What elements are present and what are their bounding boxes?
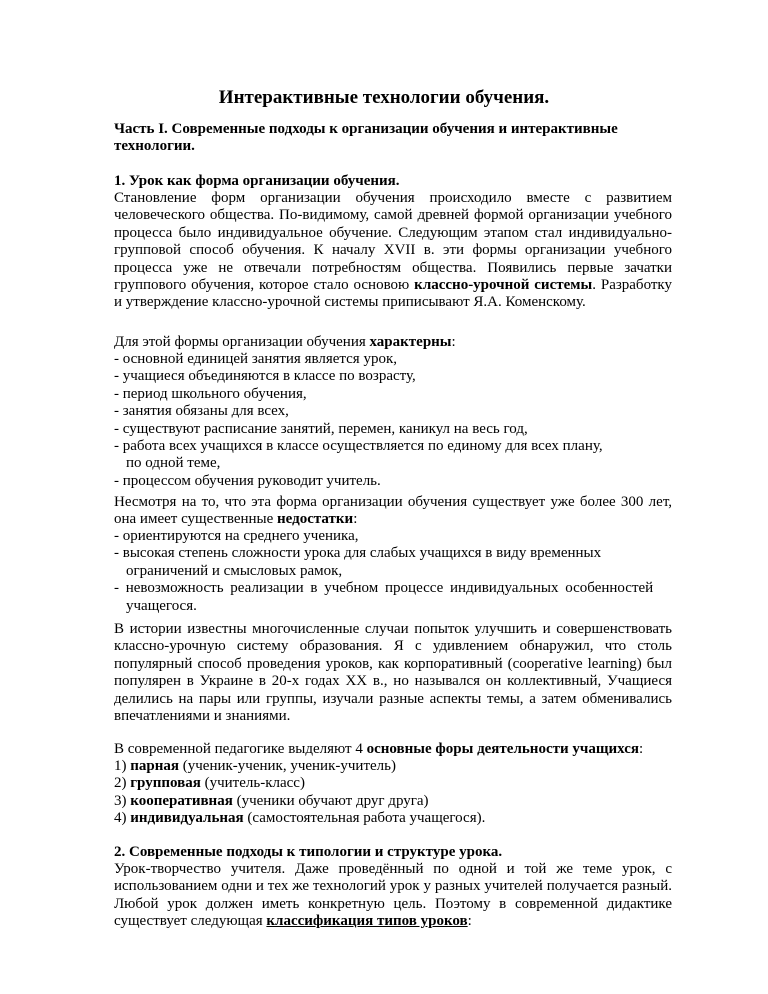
list-number: 2) bbox=[114, 775, 131, 792]
list-item bbox=[114, 775, 672, 792]
features-intro bbox=[114, 334, 672, 351]
list-item: - высокая степень сложности урока для слабых учащихся в виду временных bbox=[114, 545, 602, 562]
list-term: групповая bbox=[130, 775, 201, 792]
paragraph-text: : bbox=[353, 511, 358, 528]
list-text: (самостоятельная работа учащегося). bbox=[243, 810, 486, 827]
list-term: парная bbox=[130, 758, 179, 774]
list-item bbox=[114, 758, 672, 775]
term-lesson-types: классификация типов уроков bbox=[266, 913, 468, 930]
paragraph-text: В современной педагогике выделяют 4 bbox=[114, 741, 367, 757]
list-text: (ученик-ученик, ученик-учитель) bbox=[179, 758, 396, 774]
list-item: - учащиеся объединяются в классе по возрасту, bbox=[114, 368, 416, 385]
drawbacks-intro bbox=[114, 494, 672, 529]
list-term: индивидуальная bbox=[130, 810, 244, 827]
list-term: кооперативная bbox=[130, 792, 233, 809]
list-text: (учитель-класс) bbox=[200, 775, 305, 792]
forms-intro bbox=[114, 741, 672, 758]
features-list bbox=[114, 351, 672, 490]
part-heading: Часть I. Современные подходы к организации обучения и интерактивные технологии. bbox=[114, 121, 618, 155]
term-drawbacks: недостатки bbox=[277, 511, 354, 528]
section-2-paragraph-1 bbox=[114, 861, 672, 931]
paragraph-text: Несмотря на то, что эта форма организации обучения существует уже более 300 лет, она имеет существенные bbox=[114, 494, 672, 528]
term-characteristic: характерны bbox=[369, 334, 452, 350]
list-item: - период школьного обучения, bbox=[114, 385, 307, 402]
paragraph-text: . Разработку и утверждение классно-урочной системы приписывают Я.А. Коменскому. bbox=[114, 277, 672, 311]
list-number: 1) bbox=[114, 758, 131, 774]
list-item: - работа всех учащихся в классе осуществляется по единому для всех плану, bbox=[114, 438, 603, 455]
paragraph-text: Урок-творчество учителя. Даже проведённый по одной и той же теме урок, с использованием одни и тех же технологий урок у разных учителей получается разный. Любой урок должен иметь конкретную цель. Поэтому в современной дидактике существует следующая bbox=[114, 861, 672, 930]
paragraph-text: Для этой формы организации обучения bbox=[114, 334, 370, 350]
list-item: ограничений и смысловых рамок, bbox=[126, 562, 343, 579]
list-item: - ориентируются на среднего ученика, bbox=[114, 528, 359, 544]
document-title: Интерактивные технологии обучения. bbox=[218, 87, 550, 108]
paragraph-text: Становление форм организации обучения происходило вместе с развитием человеческого общества. По-видимому, самой древней формой организации учебного процесса было индивидуальное обучение. Следующим этапом стал индивидуально-групповой способ обучения. К началу XVII в. эти формы организации учебного процесса уже не отвечали потребностям общества. Появились первые зачатки группового обучения, которое стало основою bbox=[114, 190, 672, 294]
list-number: 4) bbox=[114, 810, 131, 827]
section-1-heading: 1. Урок как форма организации обучения. bbox=[114, 173, 400, 189]
list-item: - процессом обучения руководит учитель. bbox=[114, 472, 381, 489]
forms-list bbox=[114, 758, 672, 828]
list-item: - основной единицей занятия является урок, bbox=[114, 351, 397, 367]
list-item bbox=[114, 793, 672, 810]
list-item: - невозможность реализации в учебном процессе индивидуальных особенностей bbox=[114, 580, 654, 597]
list-text: (ученики обучают друг друга) bbox=[232, 792, 429, 809]
list-item: по одной теме, bbox=[126, 455, 221, 472]
list-item bbox=[114, 810, 672, 827]
list-number: 3) bbox=[114, 792, 131, 809]
paragraph-text: : bbox=[638, 741, 644, 757]
paragraph-text: : bbox=[467, 913, 472, 930]
list-item: - занятия обязаны для всех, bbox=[114, 403, 289, 420]
term-activity-forms: основные форы деятельности учащихся bbox=[366, 741, 639, 757]
drawbacks-list bbox=[114, 528, 672, 615]
paragraph-text: : bbox=[451, 334, 456, 350]
list-item: - существуют расписание занятий, перемен, каникул на весь год, bbox=[114, 420, 528, 437]
list-item: учащегося. bbox=[126, 597, 197, 614]
term-classroom-system: классно-урочной системы bbox=[414, 277, 593, 294]
section-2-heading: 2. Современные подходы к типологии и структуре урока. bbox=[114, 844, 503, 860]
section-1-paragraph-1 bbox=[114, 190, 672, 312]
section-1-paragraph-history: В истории известны многочисленные случаи попыток улучшить и совершенствовать классно-урочную систему образования. Я с удивлением обнаружил, что столь популярный способ проведения уроков, как корпоративный (cooperative learning) был популярен в Украине в 20-х годах ХХ в., но назывался он коллективный, Учащиеся делились на пары или группы, изучали разные аспекты темы, а затем обменивались впечатлениями и знаниями. bbox=[114, 621, 672, 725]
